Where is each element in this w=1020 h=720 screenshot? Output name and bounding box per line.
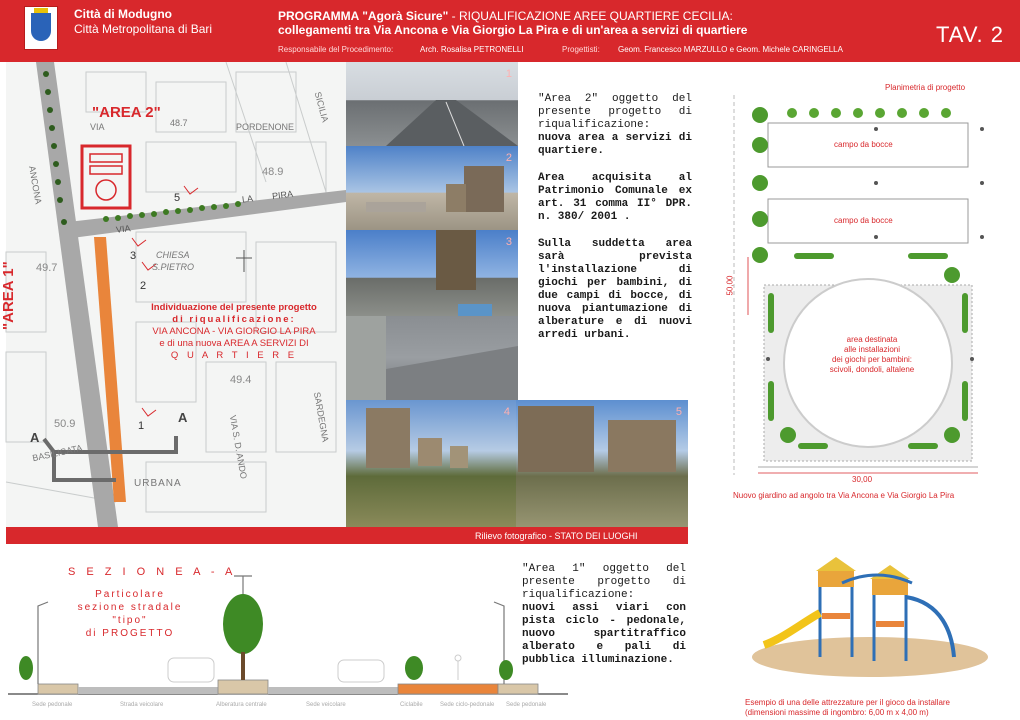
- section-label-2: Strada veicolare: [120, 702, 164, 708]
- map-label-sicilia: SICILIA: [312, 90, 331, 124]
- section-label-5: Ciclabile: [400, 702, 423, 708]
- photo-caption: Rilievo fotografico - STATO DEI LUOGHI: [475, 531, 638, 541]
- area2-description: "Area 2" oggetto del presente progetto di riqualificazione: nuova area a servizi di quartiere. Area acquisita al Patrimonio Comunale ex art. 31 comma II° DPR. n. 380/ 2001 . Sulla suddetta area sarà prevista l'installazione di giochi per bambini, di due campi di bocce, di nuova piantumazione di alberature e di nuovi arredi urbani.: [538, 93, 692, 341]
- resp-label: Responsabile del Procedimento:: [278, 45, 394, 54]
- coat-of-arms-icon: [24, 6, 58, 50]
- map-label-h494: 49.4: [230, 374, 252, 386]
- photo-2: 2: [346, 146, 518, 230]
- designers-names: Geom. Francesco MARZULLO e Geom. Michele CARINGELLA: [618, 45, 843, 54]
- section-label-3: Alberatura centrale: [216, 702, 267, 708]
- section-label-6: Sede ciclo-pedonale: [440, 702, 495, 708]
- plan-title: Planimetria di progetto: [885, 83, 966, 92]
- section-label-1: Sede pedonale: [32, 702, 73, 708]
- ident-text: Individuazione del presente progetto di riqualificazione: VIA ANCONA - VIA GIORGIO LA PIRA e di una nuova AREA A SERVIZI DI Q U A R T I E R E: [151, 302, 317, 361]
- map-label-urbana: URBANA: [134, 478, 182, 489]
- road-section-drawing: [8, 556, 568, 715]
- map-label-chiesa: CHIESA: [156, 250, 190, 260]
- area1-label: "AREA 1": [0, 261, 17, 330]
- map-label-spietro: S.PIETRO: [152, 262, 195, 272]
- map-label-basilicata: BASILICATA: [31, 442, 84, 464]
- map-label-ancona: ANCONA: [26, 165, 44, 205]
- area1-description: "Area 1" oggetto del presente progetto di riqualificazione: nuovi assi viari con pista ciclo - pedonale, nuovo spartitraffico alberato e pali di pubblica illuminazione.: [522, 563, 686, 666]
- map-label-pira: PIRA: [271, 188, 294, 202]
- photo-3: 3: [346, 230, 518, 316]
- area2-label: "AREA 2": [92, 104, 161, 121]
- photo-road: [346, 316, 518, 400]
- resp-name: Arch. Rosalisa PETRONELLI: [420, 45, 524, 54]
- map-label-h497: 49.7: [36, 262, 58, 274]
- location-map: [0, 62, 346, 527]
- section-a-right: A: [178, 410, 188, 425]
- photo-5: 5: [516, 400, 688, 527]
- map-label-la: LA: [241, 193, 254, 205]
- map-number-3: 3: [130, 250, 137, 262]
- map-number-1: 1: [138, 420, 145, 432]
- playground-equipment-illustration: [742, 553, 992, 683]
- photo-4: 4: [346, 400, 516, 527]
- playground-caption: Esempio di una delle attrezzature per il gioco da installare (dimensioni massime di ingombro: 6,00 m x 4,00 m): [745, 698, 951, 717]
- map-number-5: 5: [174, 192, 181, 204]
- photo-1: 1: [346, 62, 518, 146]
- section-title: S E Z I O N E A - A: [68, 566, 237, 578]
- plan-caption: Nuovo giardino ad angolo tra Via Ancona e Via Giorgio La Pira: [733, 491, 955, 500]
- play-area-label: area destinata alle installazioni dei giochi per bambini: scivoli, dondoli, altalene: [829, 335, 915, 374]
- sheet-number: TAV. 2: [936, 22, 1004, 47]
- programme-title: PROGRAMMA "Agorà Sicure" - RIQUALIFICAZIONE AREE QUARTIERE CECILIA:: [278, 9, 733, 23]
- dimension-vertical: 50,00: [725, 275, 735, 296]
- metro-name: Città Metropolitana di Bari: [74, 22, 213, 36]
- dimension-horizontal: 30,00: [852, 475, 873, 484]
- map-label-via-mid: VIA: [115, 223, 132, 235]
- section-subtitle: Particolare sezione stradale "tipo" di PROGETTO: [77, 589, 183, 639]
- map-label-sardegna: SARDEGNA: [311, 391, 331, 443]
- map-label-pordenone: PORDENONE: [236, 122, 295, 132]
- map-label-via-sd: VIA S. D. ANDO: [227, 414, 249, 480]
- map-label-via: VIA: [90, 122, 105, 132]
- city-name: Città di Modugno: [74, 7, 172, 21]
- section-label-4: Sede veicolare: [306, 702, 346, 708]
- section-a-left: A: [30, 430, 40, 445]
- map-label-h487: 48.7: [170, 118, 188, 128]
- section-label-7: Sede pedonale: [506, 702, 547, 708]
- bocce-court-1-label: campo da bocce: [834, 140, 893, 149]
- designers-label: Progettisti:: [562, 45, 600, 54]
- map-number-2: 2: [140, 280, 147, 292]
- programme-subtitle: collegamenti tra Via Ancona e Via Giorgio La Pira e di un'area a servizi di quartiere: [278, 23, 748, 37]
- site-plan: [725, 95, 998, 484]
- map-label-h509: 50.9: [54, 418, 76, 430]
- bocce-court-2-label: campo da bocce: [834, 216, 893, 225]
- map-label-h489: 48.9: [262, 166, 284, 178]
- plan-drawing: [725, 95, 998, 475]
